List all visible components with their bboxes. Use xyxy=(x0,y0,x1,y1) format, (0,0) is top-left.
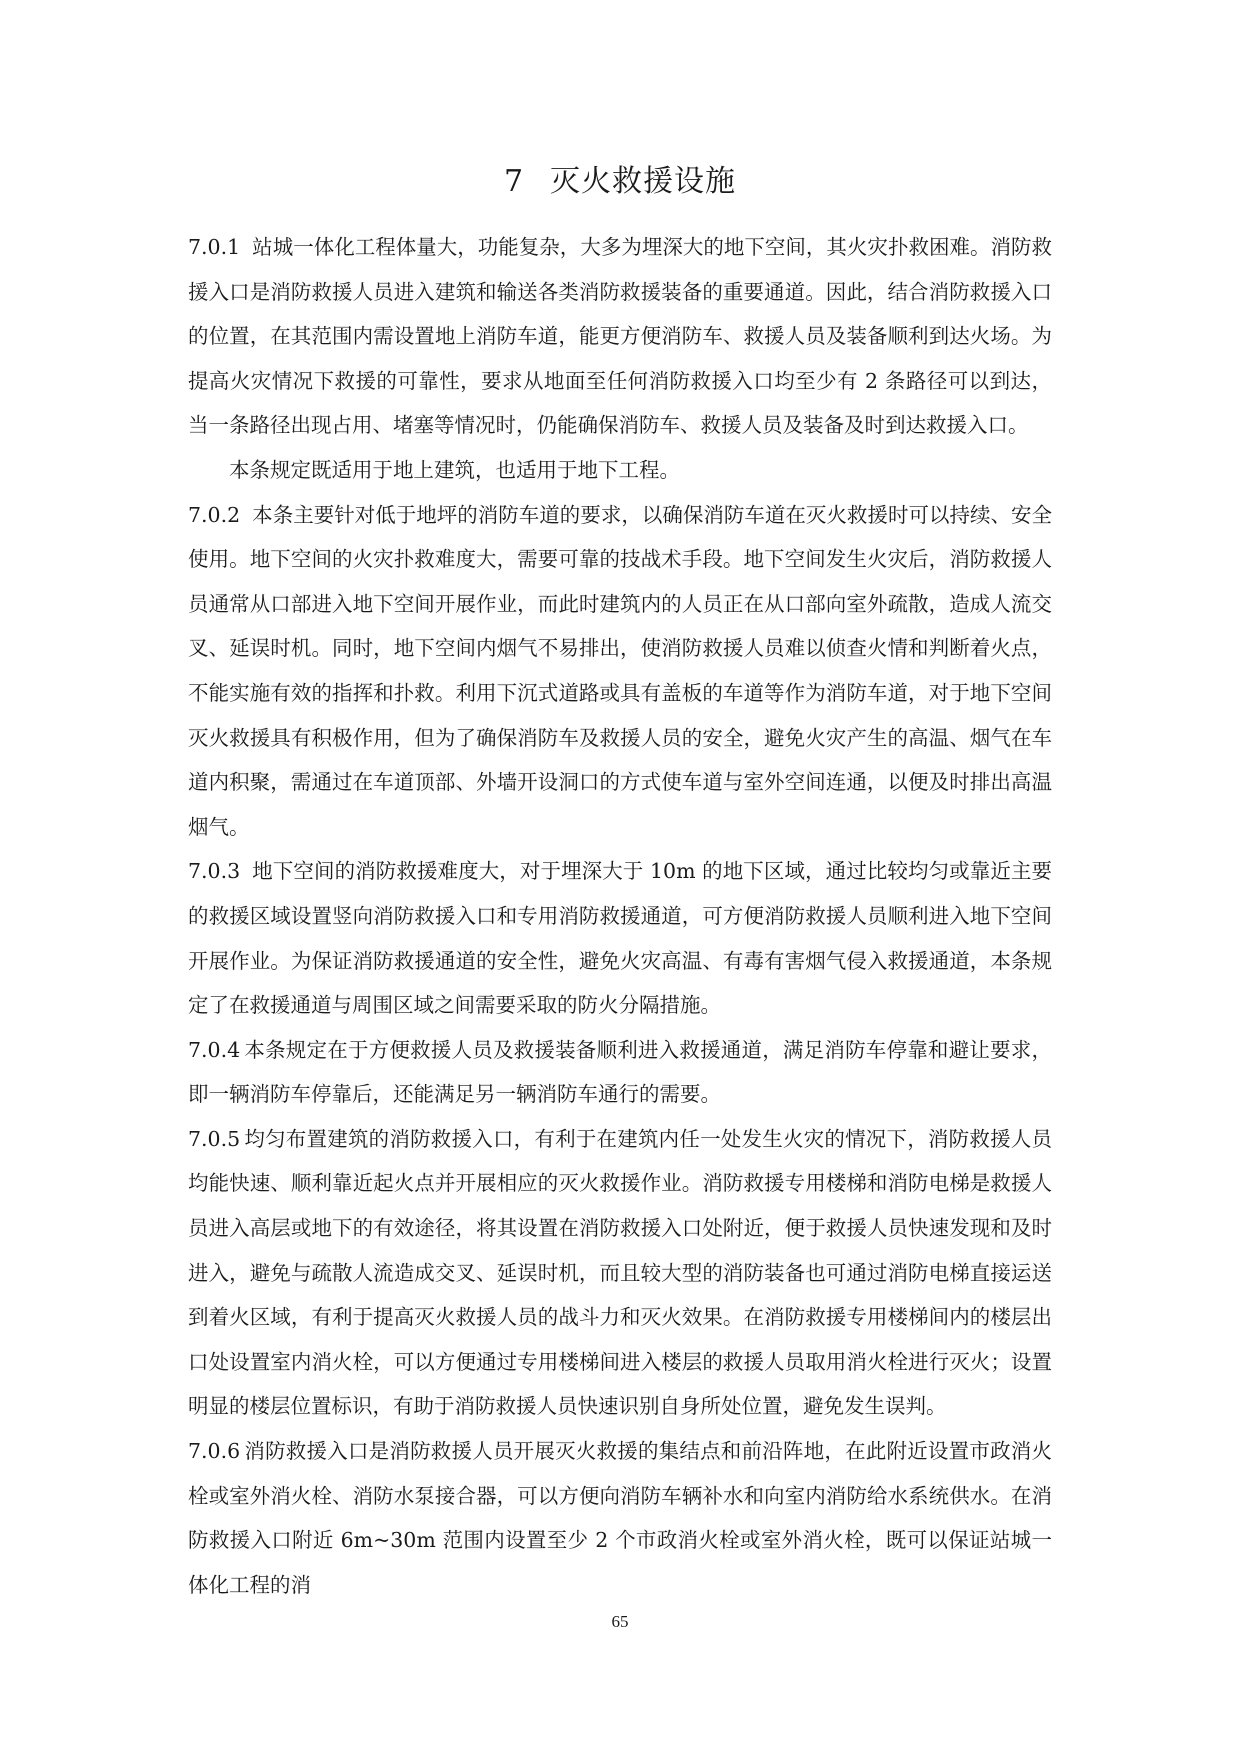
paragraph-text: 地下空间的消防救援难度大，对于埋深大于 10m 的地下区域，通过比较均匀或靠近主要的救援区域设置竖向消防救援入口和专用消防救援通道，可方便消防救援人员顺利进入地下空间开展作业。为保证消防救援通道的安全性，避免火灾高温、有毒有害烟气侵入救援通道，本条规定了在救援通道与周围区域之间需要采取的防火分隔措施。 xyxy=(188,859,1052,1018)
paragraph-7-0-6 xyxy=(188,1429,1052,1607)
paragraph-7-0-1-continued xyxy=(188,448,1052,493)
paragraph-text: 站城一体化工程体量大，功能复杂，大多为埋深大的地下空间，其火灾扑救困难。消防救援入口是消防救援人员进入建筑和输送各类消防救援装备的重要通道。因此，结合消防救援入口的位置，在其范围内需设置地上消防车道，能更方便消防车、救援人员及装备顺利到达火场。为提高火灾情况下救援的可靠性，要求从地面至任何消防救援入口均至少有 2 条路径可以到达，当一条路径出现占用、堵塞等情况时，仍能确保消防车、救援人员及装备及时到达救援入口。 xyxy=(188,235,1052,438)
clause-number: 7.0.4 xyxy=(188,1037,241,1062)
clause-number: 7.0.3 xyxy=(188,859,241,884)
paragraph-7-0-4 xyxy=(188,1028,1052,1117)
paragraph-text: 本条规定在于方便救援人员及救援装备顺利进入救援通道，满足消防车停靠和避让要求，即一辆消防车停靠后，还能满足另一辆消防车通行的需要。 xyxy=(188,1037,1052,1107)
clause-number: 7.0.1 xyxy=(188,235,241,259)
clause-number: 7.0.2 xyxy=(188,502,241,527)
chapter-number: 7 xyxy=(503,164,525,199)
paragraph-7-0-3 xyxy=(188,849,1052,1027)
paragraph-7-0-2 xyxy=(188,493,1052,850)
page-number: 65 xyxy=(611,1612,629,1631)
clause-number: 7.0.6 xyxy=(188,1439,241,1464)
paragraph-7-0-1 xyxy=(188,225,1052,448)
paragraph-text: 均匀布置建筑的消防救援入口，有利于在建筑内任一处发生火灾的情况下，消防救援人员均能快速、顺利靠近起火点并开展相应的灭火救援作业。消防救援专用楼梯和消防电梯是救援人员进入高层或地下的有效途径，将其设置在消防救援入口处附近，便于救援人员快速发现和及时进入，避免与疏散人流造成交叉、延误时机，而且较大型的消防装备也可通过消防电梯直接运送到着火区域，有利于提高灭火救援人员的战斗力和灭火效果。在消防救援专用楼梯间内的楼层出口处设置室内消火栓，可以方便通过专用楼梯间进入楼层的救援人员取用消火栓进行灭火；设置明显的楼层位置标识，有助于消防救援人员快速识别自身所处位置，避免发生误判。 xyxy=(188,1126,1052,1419)
chapter-title-text: 灭火救援设施 xyxy=(550,164,737,199)
clause-number: 7.0.5 xyxy=(188,1126,241,1151)
paragraph-text: 消防救援入口是消防救援人员开展灭火救援的集结点和前沿阵地，在此附近设置市政消火栓或室外消火栓、消防水泵接合器，可以方便向消防车辆补水和向室内消防给水系统供水。在消防救援入口附近 6m~30m 范围内设置至少 2 个市政消火栓或室外消火栓，既可以保证站城一体化工程的消 xyxy=(188,1439,1052,1597)
paragraph-7-0-5 xyxy=(188,1117,1052,1429)
chapter-title xyxy=(188,160,1052,204)
paragraph-text: 本条主要针对低于地坪的消防车道的要求，以确保消防车道在灭火救援时可以持续、安全使用。地下空间的火灾扑救难度大，需要可靠的技战术手段。地下空间发生火灾后，消防救援人员通常从口部进入地下空间开展作业，而此时建筑内的人员正在从口部向室外疏散，造成人流交叉、延误时机。同时，地下空间内烟气不易排出，使消防救援人员难以侦查火情和判断着火点，不能实施有效的指挥和扑救。利用下沉式道路或具有盖板的车道等作为消防车道，对于地下空间灭火救援具有积极作用，但为了确保消防车及救援人员的安全，避免火灾产生的高温、烟气在车道内积聚，需通过在车道顶部、外墙开设洞口的方式使车道与室外空间连通，以便及时排出高温烟气。 xyxy=(188,502,1052,839)
paragraph-text: 本条规定既适用于地上建筑，也适用于地下工程。 xyxy=(229,457,680,482)
body-text xyxy=(188,225,1052,1607)
